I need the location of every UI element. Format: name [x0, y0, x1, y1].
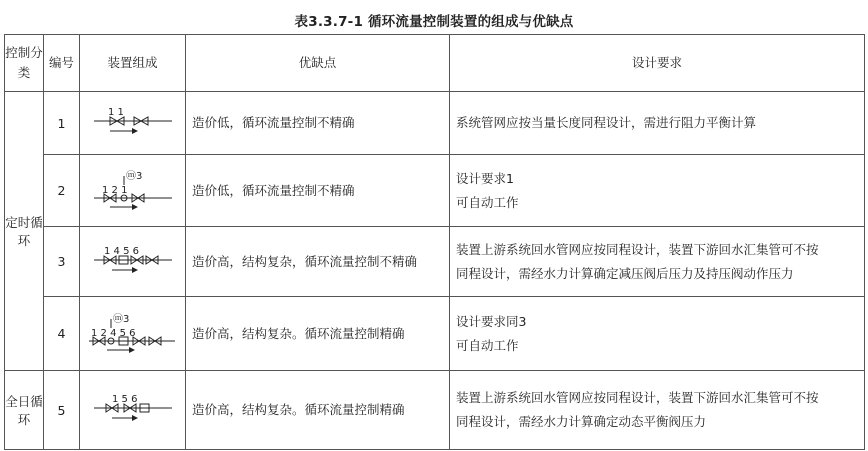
composition-cell	[80, 155, 186, 227]
composition-cell	[80, 92, 186, 155]
table-row	[5, 371, 865, 450]
header-category: 控制分类	[5, 35, 44, 92]
group-cell: 全日循环	[5, 371, 44, 450]
design-line: 可自动工作	[456, 337, 519, 353]
header-number: 编号	[44, 35, 80, 92]
schematic-labels: 1 5 6	[111, 394, 137, 405]
row-number: 5	[44, 371, 80, 450]
header-composition: 装置组成	[80, 35, 186, 92]
design-cell	[450, 92, 865, 155]
row-number: 3	[44, 227, 80, 297]
design-line: 装置上游系统回水管网应按同程设计，装置下游回水汇集管可不按	[456, 241, 819, 257]
pros-cons-cell: 造价高，结构复杂。循环流量控制精确	[186, 297, 450, 371]
row-number: 2	[44, 155, 80, 227]
schematic-labels: 1 2 4 5 6	[90, 327, 136, 339]
device-schematic-4	[87, 312, 179, 356]
flow-control-table	[4, 34, 865, 450]
composition-cell	[80, 227, 186, 297]
device-schematic-5	[88, 390, 178, 430]
composition-cell	[80, 371, 186, 450]
row-number: 1	[44, 92, 80, 155]
device-schematic-1	[88, 103, 178, 143]
composition-cell	[80, 297, 186, 371]
device-schematic-3	[88, 242, 178, 282]
pros-cons-cell: 造价高，结构复杂。循环流量控制精确	[186, 371, 450, 450]
device-schematic-2	[88, 169, 178, 213]
schematic-labels: 1 2 1	[101, 184, 127, 196]
row-number: 4	[44, 297, 80, 371]
design-cell	[450, 297, 865, 371]
pros-cons-cell: 造价低，循环流量控制不精确	[186, 92, 450, 155]
schematic-labels: 1 4 5 6	[103, 245, 139, 257]
table-row	[5, 297, 865, 371]
design-line: 设计要求同3	[456, 313, 527, 329]
pros-cons-cell: 造价低，循环流量控制不精确	[186, 155, 450, 227]
header-design: 设计要求	[450, 35, 865, 92]
design-cell	[450, 155, 865, 227]
table-row	[5, 92, 865, 155]
design-cell	[450, 371, 865, 450]
header-pros-cons: 优缺点	[186, 35, 450, 92]
design-line: 可自动工作	[456, 194, 519, 210]
schematic-labels: 1 1	[107, 107, 124, 118]
design-line: 同程设计，需经水力计算确定减压阀后压力及持压阀动作压力	[456, 265, 794, 281]
table-row	[5, 155, 865, 227]
design-line: 设计要求1	[456, 170, 514, 186]
design-line: 同程设计，需经水力计算确定动态平衡阀压力	[456, 414, 707, 429]
pros-cons-cell: 造价高，结构复杂，循环流量控制不精确	[186, 227, 450, 297]
header-row	[5, 35, 865, 92]
table-title: 表3.3.7-1 循环流量控制装置的组成与优缺点	[294, 14, 574, 30]
design-cell	[450, 227, 865, 297]
design-line: 装置上游系统回水管网应按同程设计，装置下游回水汇集管可不按	[456, 390, 819, 405]
schematic-top-label: ⓜ3	[112, 313, 129, 325]
schematic-top-label: ⓜ3	[125, 170, 142, 182]
design-line: 系统管网应按当量长度同程设计，需进行阻力平衡计算	[456, 115, 757, 130]
group-cell: 定时循环	[5, 92, 44, 371]
table-row	[5, 227, 865, 297]
